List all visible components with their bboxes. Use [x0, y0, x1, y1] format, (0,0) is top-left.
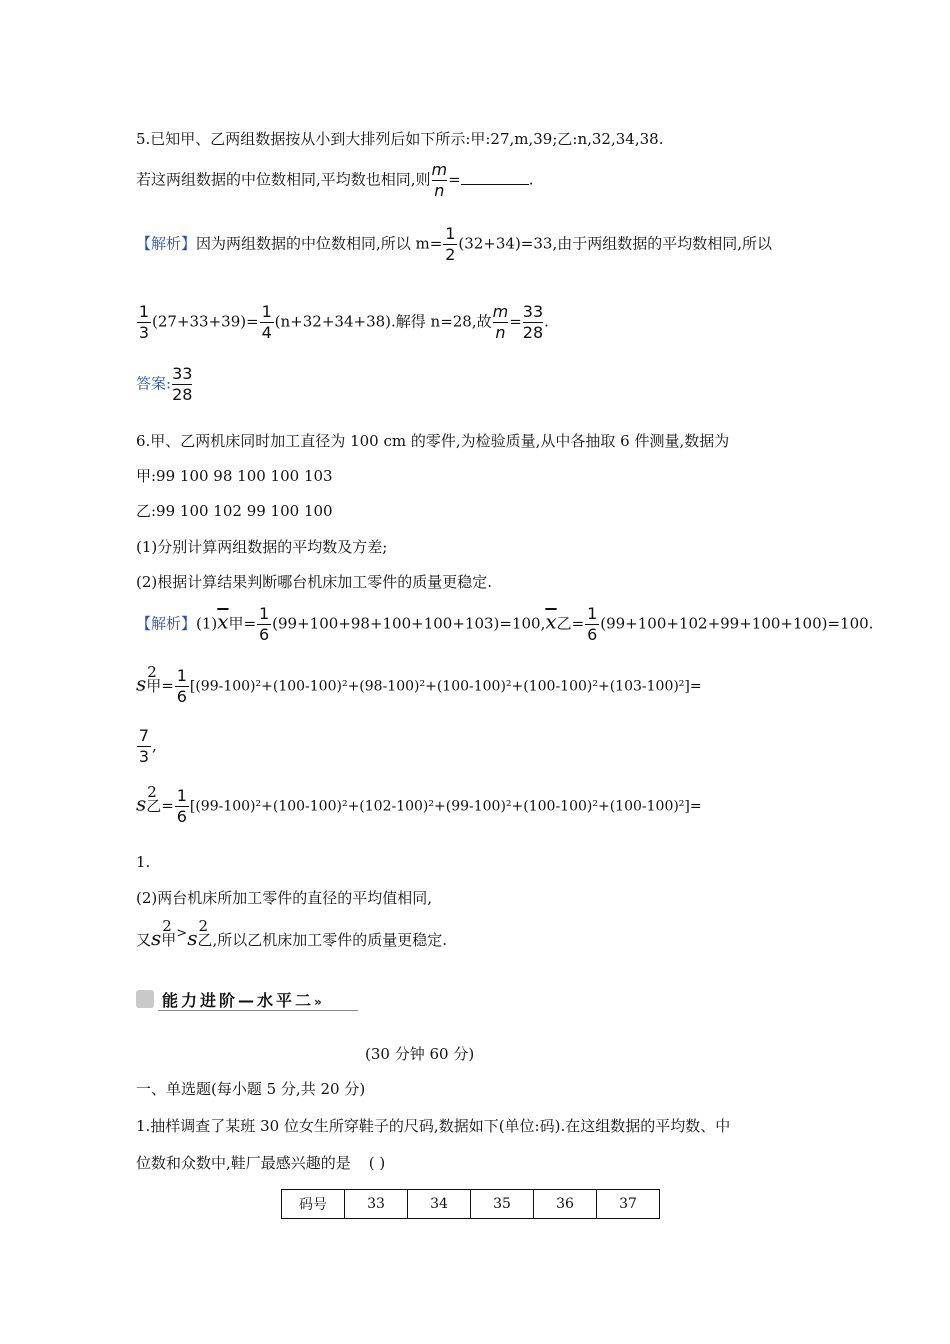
result-den: 28: [522, 323, 544, 342]
s-var-3: s: [151, 926, 162, 950]
quarter-fraction: [260, 304, 274, 341]
sixth-num-3: 1: [176, 666, 187, 685]
half-fraction: [443, 226, 457, 263]
var-yi-expr: [(99-100)²+(100-100)²+(102-100)²+(99-100)²+(100-100)²+(100-100)²]=: [189, 798, 702, 815]
quarter-num: 1: [261, 302, 272, 321]
q6-yi-data: 乙:99 100 102 99 100 100: [136, 502, 333, 520]
sol-part1: (1): [196, 614, 218, 633]
sol1-post: (32+34)=33,由于两组数据的平均数相同,所以: [458, 234, 772, 253]
period: .: [528, 170, 534, 189]
eq-a: =: [243, 614, 257, 633]
q6-part2: (2)根据计算结果判断哪台机床加工零件的质量更稳定.: [136, 573, 493, 591]
q5-answer: [136, 366, 193, 403]
yi-sub-2: 乙: [146, 796, 162, 815]
sixth-num: 1: [259, 604, 270, 623]
sq-2: 2: [147, 662, 157, 681]
jia-sub: 甲: [228, 614, 244, 633]
eq-d: =: [161, 796, 174, 815]
sol2-b: (n+32+34+38).解得 n=28,故: [274, 312, 492, 331]
table-row: [282, 1190, 660, 1219]
eq-sign-2: =: [509, 312, 522, 331]
answer-label: 答案:: [136, 374, 172, 393]
sixth-den: 6: [259, 625, 270, 644]
third-fraction: [137, 304, 151, 341]
eq-c: =: [161, 676, 174, 695]
xbar-jia: $\overline{x}$: [217, 609, 229, 634]
section-banner: [136, 988, 346, 1012]
half-den: 2: [445, 245, 456, 264]
sq-2d: 2: [198, 917, 209, 935]
jia-sub-2: 甲: [146, 676, 162, 695]
table-cell: 35: [471, 1190, 534, 1219]
answer-parens: ( ): [368, 1154, 386, 1172]
lightbulb-icon: [136, 990, 154, 1008]
yi-sub-3: 乙: [197, 931, 213, 949]
q1-line2-text: 位数和众数中,鞋厂最感兴趣的是: [136, 1154, 351, 1172]
s-var-2: s: [136, 791, 147, 816]
answer-blank: [461, 184, 529, 185]
jia-sub-3: 甲: [161, 931, 177, 949]
table-cell: 33: [345, 1190, 408, 1219]
n-var: n: [434, 181, 445, 200]
q6-part2-solution: (2)两台机床所加工零件的直径的平均值相同,: [136, 889, 433, 907]
m-over-n-fraction-2: [493, 304, 509, 341]
var-jia-result: [136, 728, 157, 765]
yi-sub: 乙: [556, 614, 572, 633]
quarter-den: 4: [261, 323, 272, 342]
q5-line2-text: 若这两组数据的中位数相同,平均数也相同,则: [136, 170, 431, 189]
sq-2c: 2: [162, 917, 172, 935]
table-cell: 36: [534, 1190, 597, 1219]
sol2-a: (27+33+39)=: [152, 312, 259, 331]
three: 3: [138, 747, 150, 766]
q6-line1: 6.甲、乙两机床同时加工直径为 100 cm 的零件,为检验质量,从中各抽取 6 件测量,数据为: [136, 432, 730, 450]
comma: ,: [152, 736, 157, 755]
banner-title: [162, 988, 322, 1011]
double-chevron-icon: »: [314, 995, 322, 1009]
q1-line1: 1.抽样调查了某班 30 位女生所穿鞋子的尺码,数据如下(单位:码).在这组数据的平均数、中: [136, 1117, 731, 1135]
time-allocation: (30 分钟 60 分): [365, 1045, 475, 1063]
q6-means: [136, 606, 873, 643]
third-den: 3: [138, 323, 150, 342]
answer-num: 33: [172, 364, 193, 383]
q5-line1: 5.已知甲、乙两组数据按从小到大排列后如下所示:甲:27,m,39;乙:n,32,34,38.: [136, 130, 664, 148]
q5-line2: [136, 162, 534, 199]
mean-jia: (99+100+98+100+100+103)=100,: [272, 614, 546, 633]
sol1-pre: 因为两组数据的中位数相同,所以 m=: [196, 234, 443, 253]
q6-conclusion: [136, 917, 448, 950]
s-var-4: s: [187, 926, 198, 950]
q5-solution-line2: [136, 304, 549, 341]
seven-thirds: [137, 728, 151, 765]
conclusion-text: ,所以乙机床加工零件的质量更稳定.: [212, 931, 448, 949]
s-var: s: [136, 671, 147, 696]
sixth-fraction-2: [585, 606, 599, 643]
sixth-fraction-3: [175, 668, 189, 705]
section-heading: 一、单选题(每小题 5 分,共 20 分): [136, 1080, 366, 1098]
q6-var-yi: [136, 782, 702, 826]
q6-part1: (1)分别计算两组数据的平均数及方差;: [136, 538, 388, 556]
table-cell: 34: [408, 1190, 471, 1219]
xbar-yi: $\overline{x}$: [545, 609, 557, 634]
sixth-den-2: 6: [587, 625, 598, 644]
half-num: 1: [445, 224, 456, 243]
q6-var-jia: [136, 662, 702, 706]
table-cell: 码号: [282, 1190, 345, 1219]
answer-fraction: [172, 366, 192, 403]
var-yi-result: 1.: [136, 853, 151, 871]
m-var: m: [431, 160, 448, 179]
result-num: 33: [522, 302, 544, 321]
q5-solution-line1: [136, 226, 772, 263]
n-var-2: n: [495, 323, 506, 342]
m-over-n-fraction: [432, 162, 448, 199]
result-fraction: [523, 304, 543, 341]
answer-den: 28: [172, 385, 193, 404]
q6-jia-data: 甲:99 100 98 100 100 103: [136, 467, 333, 485]
sq-2b: 2: [147, 782, 157, 801]
mean-yi: (99+100+102+99+100+100)=100.: [600, 614, 874, 633]
sixth-fraction-4: [175, 788, 189, 825]
sixth-fraction: [257, 606, 271, 643]
gt-sign: >: [176, 926, 188, 941]
eq-b: =: [571, 614, 585, 633]
seven: 7: [138, 726, 150, 745]
third-num: 1: [138, 302, 150, 321]
period-2: .: [544, 312, 549, 331]
shoe-size-table: [281, 1189, 660, 1219]
sixth-den-3: 6: [176, 687, 187, 706]
solution-tag-2: 【解析】: [136, 614, 197, 633]
sixth-num-2: 1: [587, 604, 598, 623]
sixth-num-4: 1: [176, 786, 187, 805]
you: 又: [136, 931, 152, 949]
sixth-den-4: 6: [176, 807, 187, 826]
m-var-2: m: [492, 302, 509, 321]
var-jia-expr: [(99-100)²+(100-100)²+(98-100)²+(100-100)²+(100-100)²+(103-100)²]=: [189, 678, 702, 695]
eq-sign: =: [448, 170, 461, 189]
banner-underline: [158, 1010, 358, 1011]
solution-tag: 【解析】: [136, 234, 197, 253]
table-cell: 37: [597, 1190, 660, 1219]
banner-title-text: 能力进阶—水平二: [162, 991, 315, 1010]
q1-line2: [136, 1152, 385, 1173]
